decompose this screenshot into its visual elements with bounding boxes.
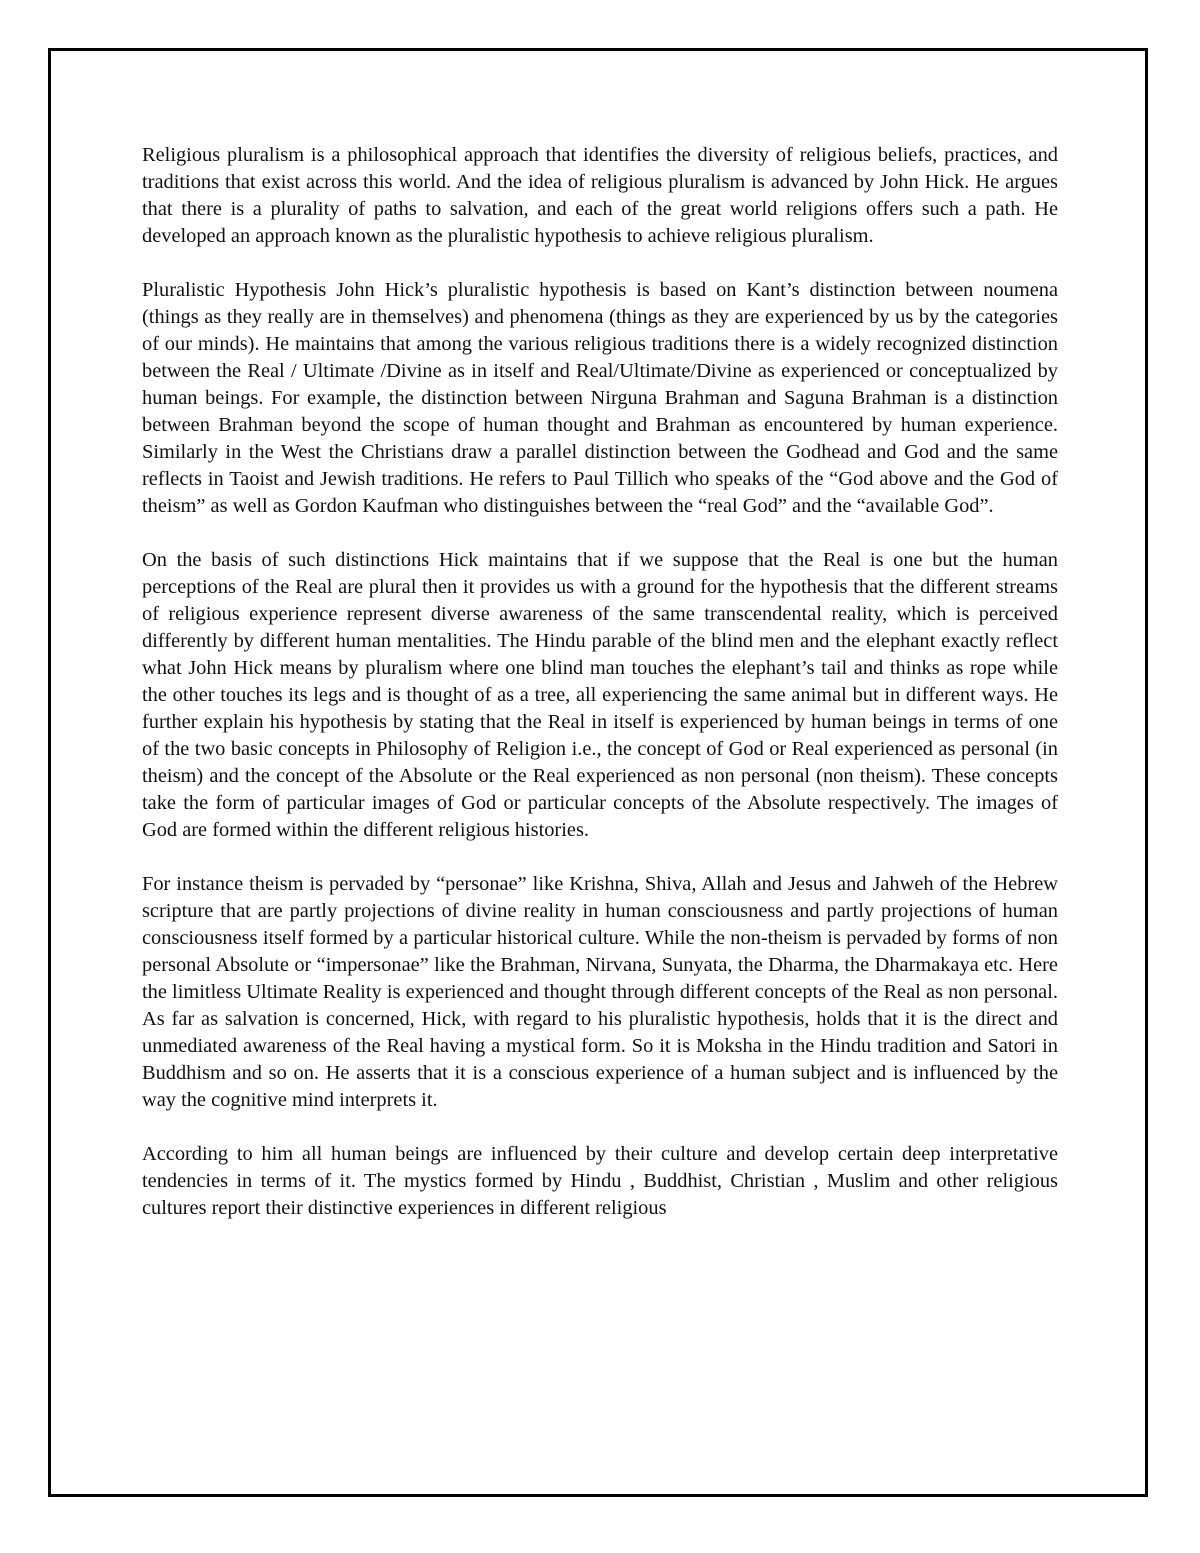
paragraph-1: Religious pluralism is a philosophical approach that identifies the diversity of religious beliefs, practices, and traditions that exist across this world. And the idea of religious pluralism is advanced by John Hick. He argues that there is a plurality of paths to salvation, and each of the great world religions offers such a path. He developed an approach known as the pluralistic hypothesis to achieve religious pluralism. [142,144,1058,247]
paragraph-3: On the basis of such distinctions Hick maintains that if we suppose that the Real is one but the human perceptions of the Real are plural then it provides us with a ground for the hypothesis that the different streams of religious experience represent diverse awareness of the same transcendental reality, which is perceived differently by different human mentalities. The Hindu parable of the blind men and the elephant exactly reflect what John Hick means by pluralism where one blind man touches the elephant’s tail and thinks as rope while the other touches its legs and is thought of as a tree, all experiencing the same animal but in different ways. He further explain his hypothesis by stating that the Real in itself is experienced by human beings in terms of one of the two basic concepts in Philosophy of Religion i.e., the concept of God or Real experienced as personal (in theism) and the concept of the Absolute or the Real experienced as non personal (non theism). These concepts take the form of particular images of God or particular concepts of the Absolute respectively. The images of God are formed within the different religious histories. [142,549,1058,841]
paragraph-2: Pluralistic Hypothesis John Hick’s pluralistic hypothesis is based on Kant’s distinction between noumena (things as they really are in themselves) and phenomena (things as they are experienced by us by the categories of our minds). He maintains that among the various religious traditions there is a widely recognized distinction between the Real / Ultimate /Divine as in itself and Real/Ultimate/Divine as experienced or conceptualized by human beings. For example, the distinction between Nirguna Brahman and Saguna Brahman is a distinction between Brahman beyond the scope of human thought and Brahman as encountered by human experience. Similarly in the West the Christians draw a parallel distinction between the Godhead and God and the same reflects in Taoist and Jewish traditions. He refers to Paul Tillich who speaks of the “God above and the God of theism” as well as Gordon Kaufman who distinguishes between the “real God” and the “available God”. [142,279,1058,517]
paragraph-5: According to him all human beings are influenced by their culture and develop certain deep interpretative tendencies in terms of it. The mystics formed by Hindu , Buddhist, Christian , Muslim and other religious cultures report their distinctive experiences in different religious [142,1143,1058,1219]
document-body [142,142,1058,1222]
paragraph-4: For instance theism is pervaded by “personae” like Krishna, Shiva, Allah and Jesus and Jahweh of the Hebrew scripture that are partly projections of divine reality in human consciousness and partly projections of human consciousness itself formed by a particular historical culture. While the non-theism is pervaded by forms of non personal Absolute or “impersonae” like the Brahman, Nirvana, Sunyata, the Dharma, the Dharmakaya etc. Here the limitless Ultimate Reality is experienced and thought through different concepts of the Real as non personal. As far as salvation is concerned, Hick, with regard to his pluralistic hypothesis, holds that it is the direct and unmediated awareness of the Real having a mystical form. So it is Moksha in the Hindu tradition and Satori in Buddhism and so on. He asserts that it is a conscious experience of a human subject and is influenced by the way the cognitive mind interprets it. [142,873,1058,1111]
